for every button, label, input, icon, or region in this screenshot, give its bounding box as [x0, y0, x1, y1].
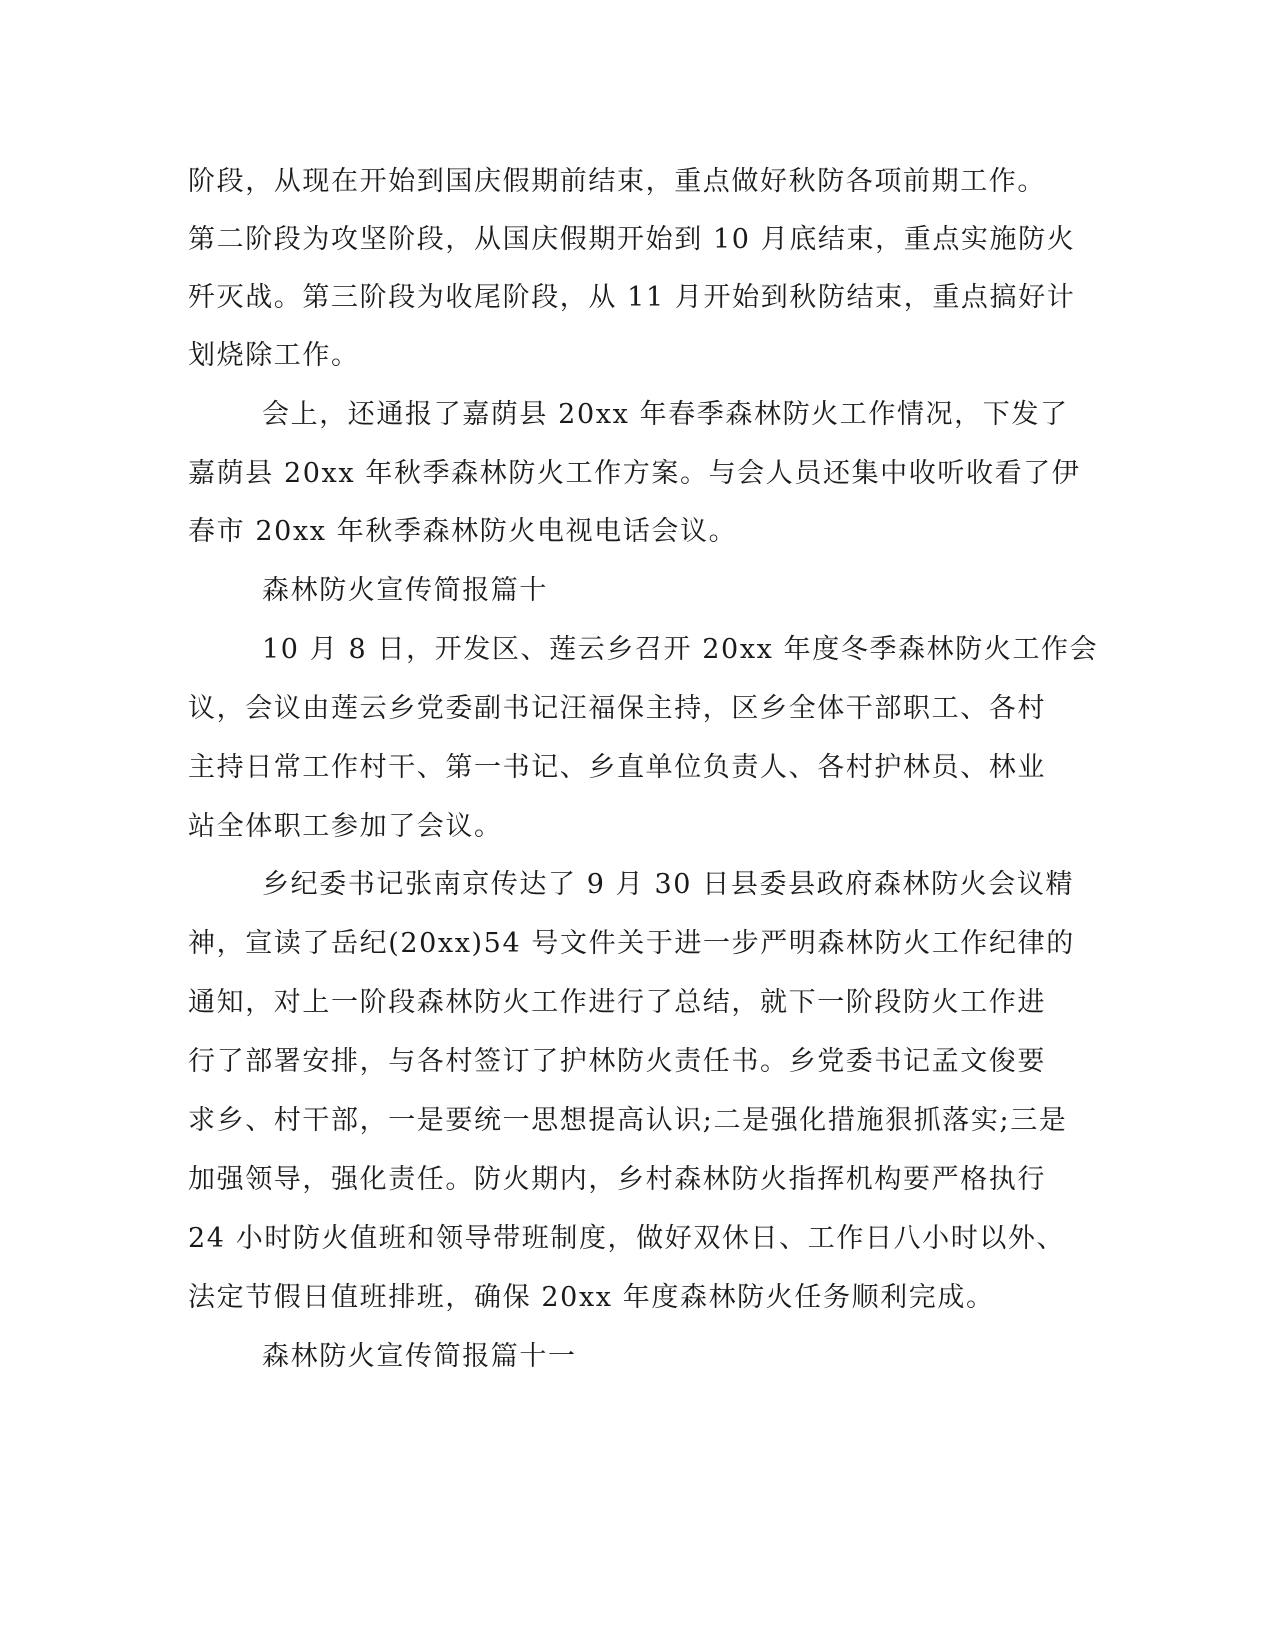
paragraph-line: 法定节假日值班排班，确保 20xx 年度森林防火任务顺利完成。: [188, 1282, 995, 1313]
paragraph-line: 加强领导，强化责任。防火期内，乡村森林防火指挥机构要严格执行: [188, 1164, 1046, 1195]
paragraph-line: 嘉荫县 20xx 年秋季森林防火工作方案。与会人员还集中收听收看了伊: [188, 458, 1081, 489]
paragraph-line: 行了部署安排，与各村签订了护林防火责任书。乡党委书记孟文俊要: [188, 1046, 1046, 1077]
paragraph-line: 会上，还通报了嘉荫县 20xx 年春季森林防火工作情况，下发了: [262, 399, 1069, 430]
paragraph-line: 神，宣读了岳纪(20xx)54 号文件关于进一步严明森林防火工作纪律的: [188, 928, 1075, 959]
paragraph-line: 求乡、村干部，一是要统一思想提高认识;二是强化措施狠抓落实;三是: [188, 1105, 1068, 1136]
paragraph-line: 乡纪委书记张南京传达了 9 月 30 日县委县政府森林防火会议精: [262, 869, 1075, 900]
paragraph-line: 24 小时防火值班和领导带班制度，做好双休日、工作日八小时以外、: [188, 1223, 1066, 1254]
paragraph-line: 站全体职工参加了会议。: [188, 811, 503, 842]
paragraph-line: 歼灭战。第三阶段为收尾阶段，从 11 月开始到秋防结束，重点搞好计: [188, 282, 1076, 313]
paragraph-line: 划烧除工作。: [188, 340, 360, 371]
paragraph-line: 主持日常工作村干、第一书记、乡直单位负责人、各村护林员、林业: [188, 752, 1046, 783]
section-heading: 森林防火宣传简报篇十一: [262, 1341, 577, 1372]
paragraph-line: 第二阶段为攻坚阶段，从国庆假期开始到 10 月底结束，重点实施防火: [188, 224, 1076, 255]
paragraph-line: 春市 20xx 年秋季森林防火电视电话会议。: [188, 516, 738, 547]
paragraph-line: 阶段，从现在开始到国庆假期前结束，重点做好秋防各项前期工作。: [188, 166, 1046, 197]
paragraph-line: 10 月 8 日，开发区、莲云乡召开 20xx 年度冬季森林防火工作会: [262, 634, 1099, 665]
paragraph-line: 议，会议由莲云乡党委副书记汪福保主持，区乡全体干部职工、各村: [188, 693, 1046, 724]
paragraph-line: 通知，对上一阶段森林防火工作进行了总结，就下一阶段防火工作进: [188, 987, 1046, 1018]
section-heading: 森林防火宣传简报篇十: [262, 575, 548, 606]
